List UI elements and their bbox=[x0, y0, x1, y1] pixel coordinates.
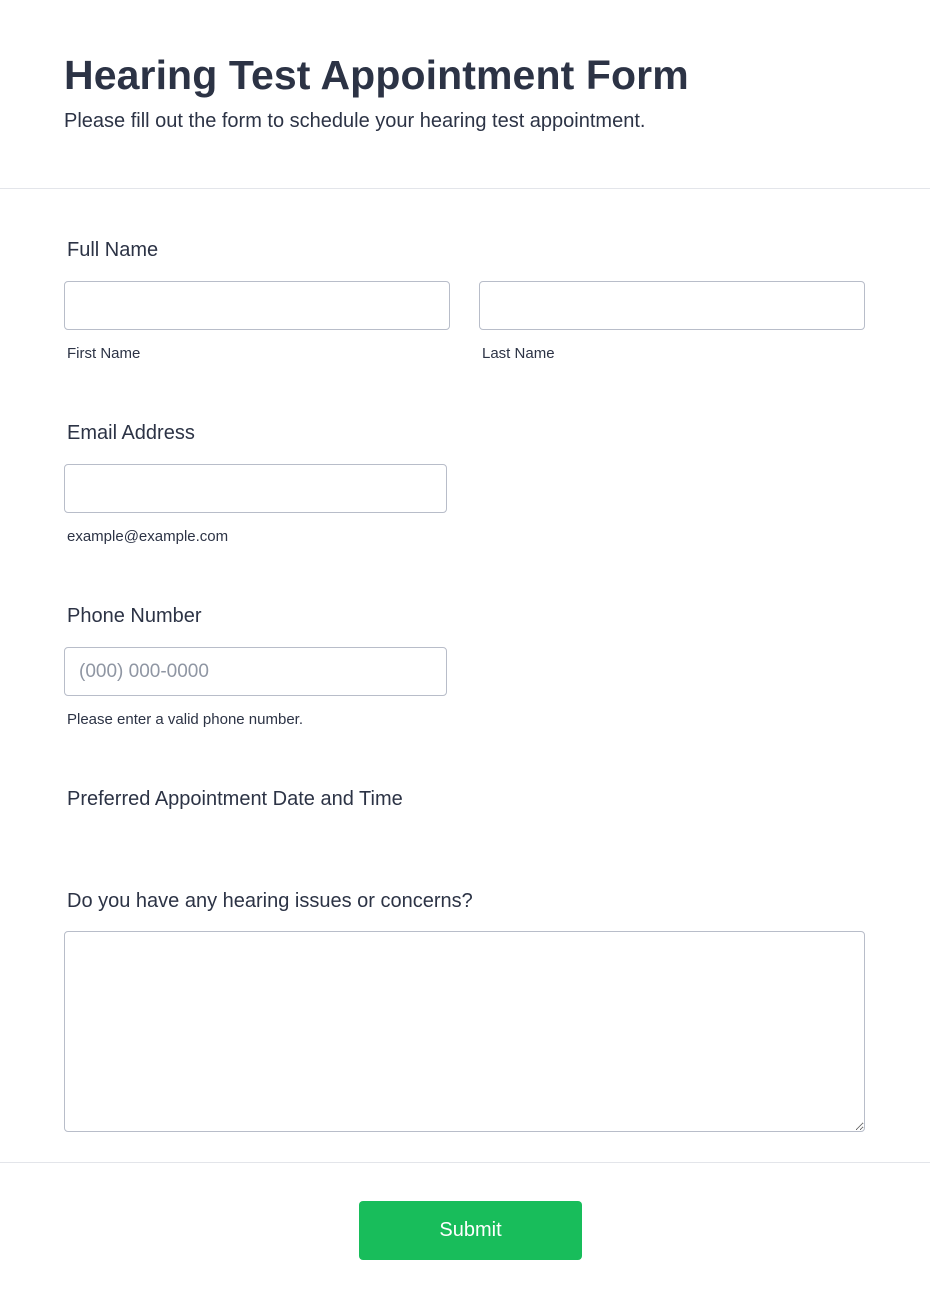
full-name-label: Full Name bbox=[67, 239, 159, 261]
concerns-label: Do you have any hearing issues or concerns? bbox=[67, 890, 473, 912]
appointment-label: Preferred Appointment Date and Time bbox=[67, 788, 403, 810]
email-input[interactable] bbox=[64, 464, 447, 513]
email-label: Email Address bbox=[67, 422, 195, 444]
concerns-textarea[interactable] bbox=[64, 931, 865, 1132]
form-title: Hearing Test Appointment Form bbox=[64, 52, 689, 98]
phone-input[interactable] bbox=[64, 647, 447, 696]
phone-label: Phone Number bbox=[67, 605, 202, 627]
email-sublabel: example@example.com bbox=[67, 528, 229, 545]
phone-sublabel: Please enter a valid phone number. bbox=[67, 711, 303, 728]
form-subtitle: Please fill out the form to schedule your hearing test appointment. bbox=[64, 110, 646, 132]
last-name-input[interactable] bbox=[479, 281, 865, 330]
form-header bbox=[0, 0, 930, 189]
submit-button[interactable]: Submit bbox=[359, 1201, 582, 1260]
first-name-input[interactable] bbox=[64, 281, 450, 330]
form-footer bbox=[0, 1162, 930, 1310]
first-name-sublabel: First Name bbox=[67, 345, 141, 362]
last-name-sublabel: Last Name bbox=[482, 345, 555, 362]
